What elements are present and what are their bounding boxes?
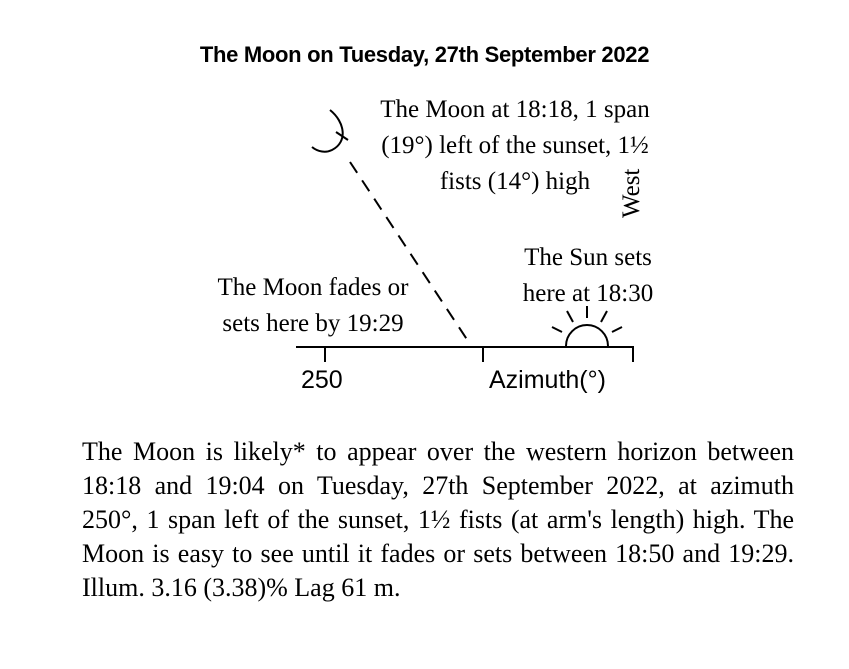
moon-fade-label bbox=[193, 270, 433, 342]
sunset-label bbox=[498, 240, 678, 312]
west-label: West bbox=[618, 168, 645, 218]
moon-label-line-3: fists (14°) high bbox=[439, 168, 591, 195]
sun-label-line-2: here at 18:30 bbox=[522, 280, 654, 307]
fade-label-line-1: The Moon fades or bbox=[217, 274, 409, 301]
setting-sun-icon bbox=[552, 306, 622, 346]
diagram-title: The Moon on Tuesday, 27th September 2022 bbox=[199, 42, 650, 67]
azimuth-axis-label: Azimuth(°) bbox=[489, 366, 606, 394]
azimuth-tick-label: 250 bbox=[301, 366, 343, 394]
fade-label-line-2: sets here by 19:29 bbox=[222, 310, 404, 337]
moon-label-line-1: The Moon at 18:18, 1 span bbox=[380, 96, 650, 123]
moon-description: The Moon is likely* to appear over the western horizon between 18:18 and 19:04 on Tuesday, 27th September 2022, at azimuth 250°, 1 span left of the sunset, 1½ fists (at arm's length) high. The Moon is easy to see until it fades or sets between 18:50 and 19:29. Illum. 3.16 (3.38)% Lag 61 m. bbox=[82, 437, 794, 602]
moon-label-line-2: (19°) left of the sunset, 1½ bbox=[381, 132, 649, 159]
sun-label-line-1: The Sun sets bbox=[524, 244, 652, 271]
